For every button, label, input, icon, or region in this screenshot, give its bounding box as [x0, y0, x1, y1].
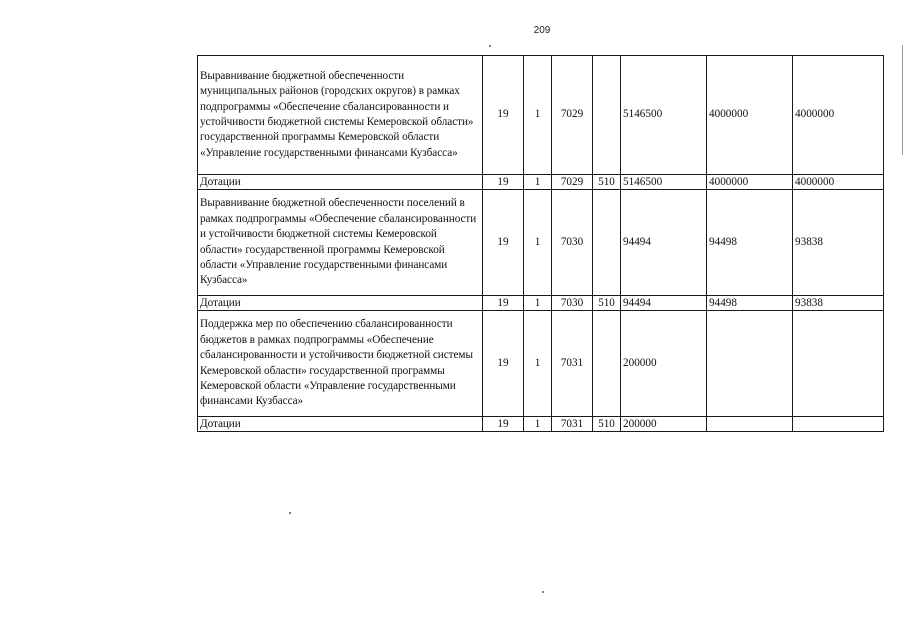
- amount-1-cell: 94494: [621, 190, 707, 296]
- amount-1-cell: 94494: [621, 296, 707, 311]
- amount-2-cell: 4000000: [707, 56, 793, 175]
- amount-3-cell: [793, 417, 884, 432]
- program-cell: 19: [483, 296, 524, 311]
- table-row: [198, 56, 884, 175]
- table-row: [198, 311, 884, 417]
- scan-speck: [489, 45, 491, 47]
- table-row: [198, 175, 884, 190]
- amount-1-cell: 5146500: [621, 175, 707, 190]
- type-cell: 510: [593, 417, 621, 432]
- budget-table: [197, 55, 884, 432]
- amount-1-cell: 200000: [621, 417, 707, 432]
- type-cell: 510: [593, 296, 621, 311]
- subprogram-cell: 1: [524, 56, 552, 175]
- program-cell: 19: [483, 311, 524, 417]
- row-description: Дотации: [198, 417, 483, 432]
- subprogram-cell: 1: [524, 417, 552, 432]
- program-cell: 19: [483, 56, 524, 175]
- row-description: Дотации: [198, 175, 483, 190]
- amount-3-cell: 93838: [793, 190, 884, 296]
- code-cell: 7031: [552, 417, 593, 432]
- amount-2-cell: [707, 311, 793, 417]
- code-cell: 7030: [552, 190, 593, 296]
- amount-1-cell: 5146500: [621, 56, 707, 175]
- scan-speck: [542, 591, 544, 593]
- subprogram-cell: 1: [524, 175, 552, 190]
- amount-3-cell: 4000000: [793, 56, 884, 175]
- code-cell: 7030: [552, 296, 593, 311]
- program-cell: 19: [483, 175, 524, 190]
- amount-2-cell: 94498: [707, 190, 793, 296]
- type-cell: 510: [593, 175, 621, 190]
- row-description: Выравнивание бюджетной обеспеченности муниципальных районов (городских округов) в рамках подпрограммы «Обеспечение сбалансированности и устойчивости бюджетной системы Кемеровской области» государственной программы Кемеровской области «Управление государственными финансами Кузбасса»: [198, 56, 483, 175]
- row-description: Дотации: [198, 296, 483, 311]
- type-cell: [593, 311, 621, 417]
- table-row: [198, 417, 884, 432]
- type-cell: [593, 190, 621, 296]
- code-cell: 7029: [552, 175, 593, 190]
- subprogram-cell: 1: [524, 190, 552, 296]
- table-row: [198, 296, 884, 311]
- amount-3-cell: [793, 311, 884, 417]
- subprogram-cell: 1: [524, 296, 552, 311]
- page-number: 209: [533, 25, 551, 36]
- code-cell: 7029: [552, 56, 593, 175]
- subprogram-cell: 1: [524, 311, 552, 417]
- row-description: Поддержка мер по обеспечению сбалансированности бюджетов в рамках подпрограммы «Обеспечение сбалансированности и устойчивости бюджетной системы Кемеровской области» государственной программы Кемеровской области «Управление государственными финансами Кузбасса»: [198, 311, 483, 417]
- row-description: Выравнивание бюджетной обеспеченности поселений в рамках подпрограммы «Обеспечение сбалансированности и устойчивости бюджетной системы Кемеровской области» государственной программы Кемеровской области «Управление государственными финансами Кузбасса»: [198, 190, 483, 296]
- amount-2-cell: [707, 417, 793, 432]
- code-cell: 7031: [552, 311, 593, 417]
- program-cell: 19: [483, 190, 524, 296]
- amount-3-cell: 4000000: [793, 175, 884, 190]
- amount-3-cell: 93838: [793, 296, 884, 311]
- amount-2-cell: 94498: [707, 296, 793, 311]
- amount-2-cell: 4000000: [707, 175, 793, 190]
- table-row: [198, 190, 884, 296]
- scan-speck: [289, 512, 291, 514]
- scan-edge-line: [902, 45, 903, 155]
- type-cell: [593, 56, 621, 175]
- amount-1-cell: 200000: [621, 311, 707, 417]
- program-cell: 19: [483, 417, 524, 432]
